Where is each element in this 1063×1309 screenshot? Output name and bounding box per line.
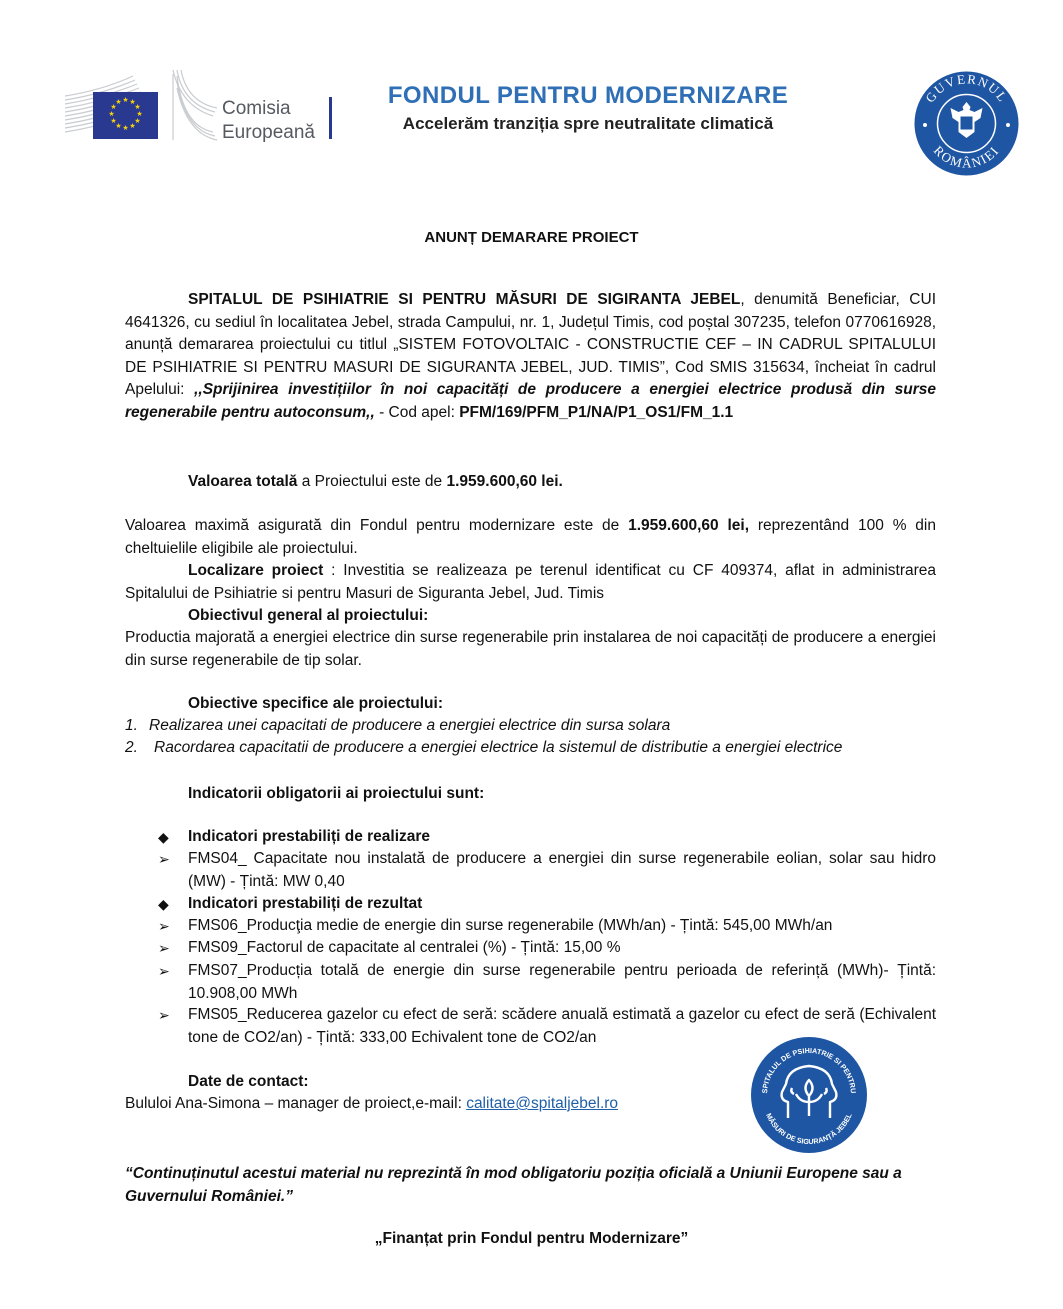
general-objective-heading: Obiectivul general al proiectului:: [188, 607, 429, 624]
indicator-group-label: Indicatori prestabiliți de realizare: [188, 828, 431, 845]
svg-text:★: ★: [108, 110, 115, 118]
svg-text:★: ★: [122, 124, 129, 132]
general-objective-text: Productia majorată a energiei electrice din surse regenerabile prin instalarea de noi capacități de producere a energiei din surse regenerabile de tip solar.: [125, 629, 936, 669]
arrow-bullet-icon: ➢: [158, 940, 170, 956]
svg-text:★: ★: [134, 103, 141, 111]
total-value-line: [125, 471, 936, 494]
fund-title: FONDUL PENTRU MODERNIZARE: [387, 82, 789, 109]
max-value-amount: 1.959.600,60 lei,: [628, 517, 749, 534]
indicator-group-label: Indicatori prestabiliți de rezultat: [188, 895, 423, 912]
max-value-text: Valoarea maximă asigurată din Fondul pentru modernizare este de: [125, 517, 629, 534]
objective-text: Realizarea unei capacitati de producere a energiei electrice din sursa solara: [149, 717, 671, 734]
svg-text:★: ★: [129, 98, 136, 106]
document-title: ANUNȚ DEMARARE PROIECT: [424, 229, 639, 246]
contact-line: [125, 1093, 745, 1116]
call-code: PFM/169/PFM_P1/NA/P1_OS1/FM_1.1: [459, 403, 734, 421]
svg-text:★: ★: [110, 103, 117, 111]
arrow-bullet-icon: ➢: [158, 963, 170, 979]
disclaimer: “Continuținutul acestui material nu reprezintă în mod obligatoriu poziția oficială a Uniunii Europene sau a Guvernului României.”: [125, 1165, 902, 1205]
svg-text:★: ★: [129, 122, 136, 130]
svg-text:★: ★: [110, 117, 117, 125]
fund-subtitle: Accelerăm tranziția spre neutralitate climatică: [402, 114, 774, 133]
specific-objective-item: [125, 737, 955, 760]
total-value-label: Valoarea totală: [188, 473, 298, 490]
intro-paragraph: [125, 289, 936, 424]
intro-text: , denumită Beneficiar, CUI 4641326, cu sediul în localitatea Jebel, strada Campului, nr. 1, Județul Timis, cod poștal 307235, telefon 0770616928, anunță demararea proiectului cu titlul „SISTEM FOTOVOLTAIC - CONSTRUCTIE CEF – IN CADRUL SPITALULUI DE PSIHIATRIE SI PENTRU MASURI DE SIGURANTA JEBEL, JUD. TIMIS”, Cod SMIS 315634, încheiat în cadrul Apelului:: [125, 291, 937, 398]
svg-text:★: ★: [115, 122, 122, 130]
total-value-text: a Proiectului este de: [297, 473, 447, 490]
svg-text:★: ★: [122, 96, 129, 104]
diamond-bullet-icon: ◆: [158, 896, 169, 912]
svg-text:★: ★: [134, 117, 141, 125]
diamond-bullet-icon: ◆: [158, 829, 169, 845]
arrow-bullet-icon: ➢: [158, 918, 170, 934]
call-code-label: - Cod apel:: [374, 403, 460, 421]
romanian-government-seal: [913, 70, 1020, 177]
contact-text: Bululoi Ana-Simona – manager de proiect,e-mail:: [125, 1095, 467, 1112]
indicator-text: FMS09_Factorul de capacitate al centralei (%) - Țintă: 15,00 %: [188, 939, 621, 956]
funding-footer: „Finanțat prin Fondul pentru Modernizare”: [374, 1230, 689, 1247]
svg-text:★: ★: [136, 110, 143, 118]
contact-email-link[interactable]: calitate@spitaljebel.ro: [466, 1095, 619, 1112]
indicator-item: [158, 915, 936, 938]
indicator-group-result: [158, 893, 936, 916]
indicator-text: FMS04_ Capacitate nou instalată de producere a energiei din surse regenerabile eolian, solar sau hidro (MW) - Țintă: MW 0,40: [188, 850, 936, 890]
ec-line-2: Europeană: [222, 122, 315, 143]
ec-line-1: Comisia: [222, 98, 291, 119]
hospital-seal: [750, 1036, 868, 1154]
specific-objectives-heading: Obiective specifice ale proiectului:: [188, 695, 443, 712]
objective-number: 2.: [125, 739, 138, 756]
location-text: : Investitia se realizeaza pe terenul identificat cu CF 409374, aflat in administrarea Spitalului de Psihiatrie si pentru Masuri de Siguranta Jebel, Jud. Timis: [125, 562, 937, 602]
specific-objective-item: [125, 715, 945, 738]
indicator-item: [158, 937, 936, 960]
indicator-text: FMS07_Producția totală de energie din surse regenerabile pentru perioada de referință (MWh)- Țintă: 10.908,00 MWh: [188, 962, 936, 1002]
objective-number: 1.: [125, 717, 138, 734]
max-value-text-2: reprezentând 100 % din cheltuielile eligibile ale proiectului.: [125, 517, 936, 557]
location-paragraph: [125, 560, 936, 605]
max-value-paragraph: [125, 515, 936, 560]
contact-heading: Date de contact:: [188, 1073, 309, 1090]
svg-text:MĂSURI DE SIGURANȚĂ JEBEL: MĂSURI DE SIGURANȚĂ JEBEL: [764, 1111, 854, 1147]
svg-text:GUVERNUL: GUVERNUL: [922, 71, 1011, 106]
location-label: Localizare proiect: [188, 562, 324, 579]
svg-text:SPITALUL DE PSIHIATRIE SI PENT: SPITALUL DE PSIHIATRIE SI PENTRU: [759, 1045, 859, 1094]
svg-text:ROMÂNIEI: ROMÂNIEI: [930, 142, 1003, 171]
arrow-bullet-icon: ➢: [158, 1007, 170, 1023]
indicator-text: FMS06_Producţia medie de energie din surse regenerabile (MWh/an) - Țintă: 545,00 MWh/an: [188, 917, 833, 934]
indicators-heading: Indicatorii obligatorii ai proiectului sunt:: [188, 785, 485, 802]
beneficiary-name: SPITALUL DE PSIHIATRIE SI PENTRU MĂSURI DE SIGIRANTA JEBEL: [188, 291, 741, 308]
arrow-bullet-icon: ➢: [158, 851, 170, 867]
call-title: ,,Sprijinirea investițiilor în noi capacități de producere a energiei electrice produsă din surse regenerabile pentru autoconsum,,: [125, 381, 937, 421]
indicator-group-realization: [158, 826, 936, 849]
indicator-text: FMS05_Reducerea gazelor cu efect de seră: scădere anuală estimată a gazelor cu efect de seră (Echivalent tone de CO2/an) - Țintă: 333,00 Echivalent tone de CO2/an: [188, 1006, 936, 1046]
european-commission-wordmark: [222, 97, 315, 145]
indicator-item: [158, 960, 936, 1005]
total-value-amount: 1.959.600,60 lei.: [446, 473, 563, 490]
svg-text:★: ★: [115, 98, 122, 106]
indicator-item: [158, 848, 936, 893]
objective-text: Racordarea capacitatii de producere a energiei electrice la sistemul de distributie a energiei electrice: [154, 739, 843, 756]
logo-divider: [329, 97, 332, 139]
